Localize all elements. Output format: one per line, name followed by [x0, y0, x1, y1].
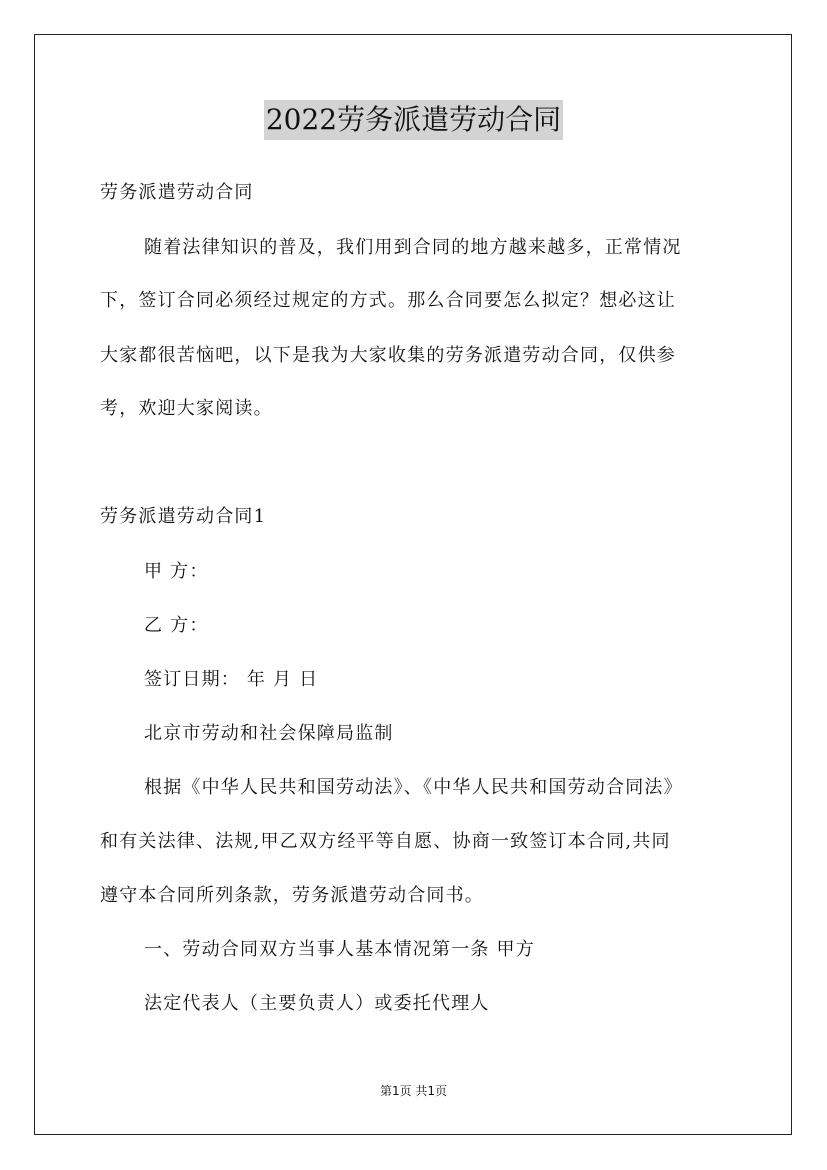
party-a-label: 甲 方：: [144, 561, 209, 582]
intro-line-1: 随着法律知识的普及，我们用到合同的地方越来越多，正常情况: [144, 237, 682, 258]
intro-line-2: 下，签订合同必须经过规定的方式。那么合同要怎么拟定？想必这让: [100, 290, 676, 311]
title-container: [0, 100, 827, 140]
document-title: 2022劳务派遣劳动合同: [264, 100, 563, 140]
intro-line-3: 大家都很苦恼吧，以下是我为大家收集的劳务派遣劳动合同，仅供参: [100, 345, 676, 366]
document-subtitle: 劳务派遣劳动合同: [100, 182, 254, 203]
party-b-label: 乙 方：: [144, 615, 209, 636]
basis-line-2: 和有关法律、法规,甲乙双方经平等自愿、协商一致签订本合同,共同: [100, 831, 671, 852]
sign-date-label: 签订日期： 年 月 日: [144, 669, 319, 690]
section-title: 劳务派遣劳动合同1: [100, 506, 267, 527]
page-footer: 第1页 共1页: [379, 1084, 448, 1098]
clause-1-heading: 一、劳动合同双方当事人基本情况第一条 甲方: [144, 939, 535, 960]
intro-line-4: 考，欢迎大家阅读。: [100, 398, 273, 419]
basis-line-1: 根据《中华人民共和国劳动法》、《中华人民共和国劳动合同法》: [144, 777, 683, 798]
legal-rep-label: 法定代表人（主要负责人）或委托代理人: [144, 993, 490, 1014]
supervisor-label: 北京市劳动和社会保障局监制: [144, 723, 394, 744]
basis-line-3: 遵守本合同所列条款，劳务派遣劳动合同书。: [100, 885, 484, 906]
